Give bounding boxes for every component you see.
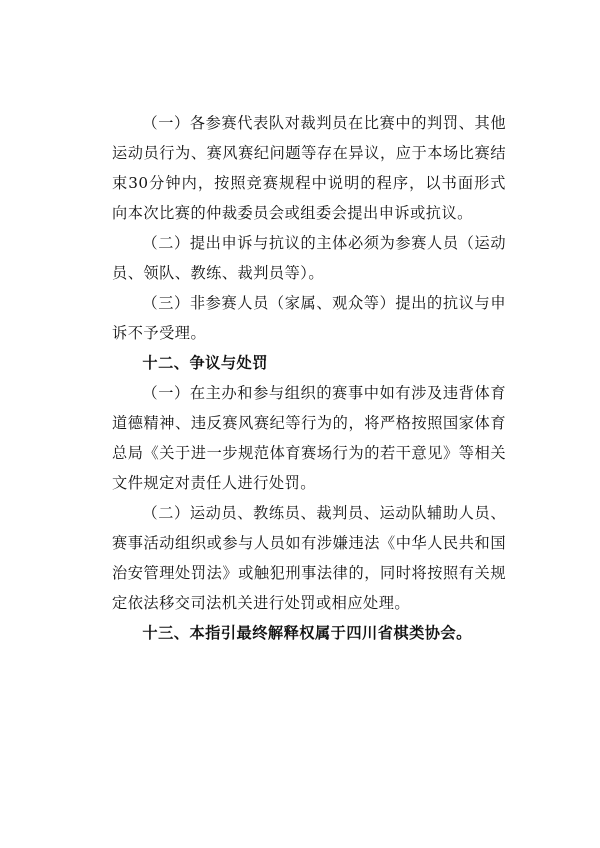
paragraph-non-participants: （三）非参赛人员（家属、观众等）提出的抗议与申诉不予受理。 <box>112 294 506 342</box>
paragraph-sportsmanship-penalty: （一）在主办和参与组织的赛事中如有涉及违背体育道德精神、违反赛风赛纪等行为的，将严格按照国家体育总局《关于进一步规范体育赛场行为的若干意见》等相关文件规定对责任人进行处罚。 <box>112 384 506 492</box>
paragraph-appeal-procedure: （一）各参赛代表队对裁判员在比赛中的判罚、其他运动员行为、赛风赛纪问题等存在异议，应于本场比赛结束30分钟内，按照竞赛规程中说明的程序，以书面形式向本次比赛的仲裁委员会或组委会提出申诉或抗议。 <box>112 114 506 222</box>
paragraph-legal-handling: （二）运动员、教练员、裁判员、运动队辅助人员、赛事活动组织或参与人员如有涉嫌违法《中华人民共和国治安管理处罚法》或触犯刑事法律的，同时将按照有关规定依法移交司法机关进行处罚或相应处理。 <box>112 504 506 612</box>
paragraph-appeal-subject: （二）提出申诉与抗议的主体必须为参赛人员（运动员、领队、教练、裁判员等）。 <box>112 234 506 282</box>
section-heading-disputes: 十二、争议与处罚 <box>142 354 268 372</box>
document-body <box>112 108 506 648</box>
section-heading-interpretation: 十三、本指引最终解释权属于四川省棋类协会。 <box>142 624 472 642</box>
